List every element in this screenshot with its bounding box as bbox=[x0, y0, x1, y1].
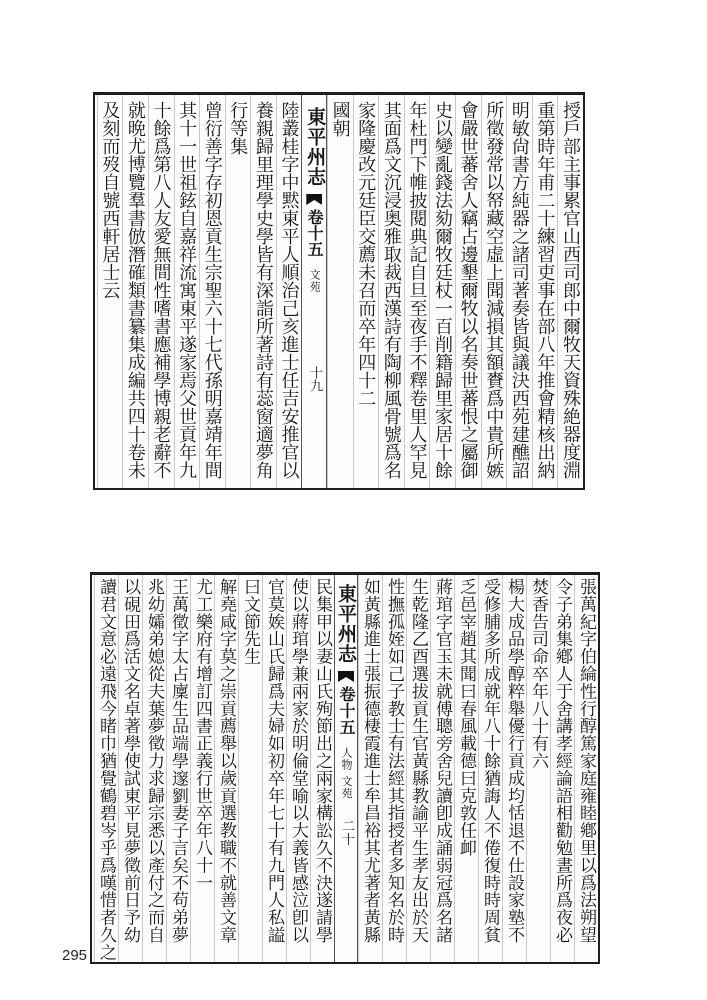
text-column: 曾衍善字存初恩貢生宗聖六十七代孫明嘉靖年間 bbox=[199, 95, 225, 488]
text-column: 焚香告司命卒年八十有六 bbox=[526, 575, 550, 962]
text-column: 王萬徵字太占廩生品端學邃劉妻子言矣不苟弟夢 bbox=[166, 575, 190, 962]
text-column: 令子弟集鄕人于舍講孝經論語相勸勉晝所爲夜必 bbox=[550, 575, 574, 962]
text-column: 陸叢桂字中黙東平人順治己亥進士任吉安推官以 bbox=[276, 95, 302, 488]
text-column: 蔣琯字官玉未就傅聰旁舍兒讀卽成誦弱冠爲名諸 bbox=[430, 575, 454, 962]
text-column: 以硯田爲活文名卓著學使試東平見夢徵前日予幼 bbox=[118, 575, 142, 962]
page-number: 295 bbox=[62, 947, 88, 964]
text-column: 其面爲文沉浸奥雅取裁西漢詩有陶柳風骨號爲名 bbox=[378, 95, 404, 488]
text-column: 受修脯多所成就年八十餘猶誨人不倦復時時周貧 bbox=[478, 575, 502, 962]
text-column: 官莫娭山氏歸爲夫婦如初卒年七十有九門人私謚 bbox=[262, 575, 286, 962]
banner-column bbox=[301, 95, 327, 488]
text-column: 所徵發常以帑藏空虛上聞減損其額賚爲中貴所嫉 bbox=[481, 95, 507, 488]
bottom-page-scan bbox=[90, 572, 600, 964]
text-column: 國朝 bbox=[327, 95, 353, 488]
text-column: 及刻而歿自號西軒居士云 bbox=[97, 95, 123, 488]
banner-column bbox=[334, 575, 358, 962]
text-column: 十餘爲第八人友愛無間性嗜書應補學博親老辭不 bbox=[148, 95, 174, 488]
juan-number: 卷十五 bbox=[337, 686, 356, 736]
book-title: 東平州志 bbox=[304, 107, 327, 187]
text-column: 使以蔣琯學兼兩家於明倫堂喻以大義皆感泣卽以 bbox=[286, 575, 310, 962]
text-column: 家隆慶改元廷臣交薦未召而卒年四十二 bbox=[353, 95, 379, 488]
text-column: 民集甲以妻山氏殉節出之兩家構訟久不決遂請學 bbox=[310, 575, 334, 962]
section-label: 文苑 bbox=[308, 269, 322, 293]
juan-number: 卷十五 bbox=[305, 209, 325, 257]
text-column: 養親歸里理學史學皆有深詣所著詩有蕊窗適夢角 bbox=[250, 95, 276, 488]
text-column: 乏邑宰趙其聞曰春風載德曰克敦任卹 bbox=[454, 575, 478, 962]
text-column: 年杜門下帷披閱典記自旦至夜手不釋卷里人罕見 bbox=[404, 95, 430, 488]
text-column: 重第時年甫二十練習吏事在部八年推會精核出納 bbox=[532, 95, 558, 488]
text-column: 生乾隆乙酉選拔貢生官黃縣教諭平生孝友出於天 bbox=[406, 575, 430, 962]
text-column: 讀君文意必遠飛今睹巾猶覺鶴碧岑乎爲嘆惜者久之 bbox=[94, 575, 118, 962]
top-page-scan bbox=[93, 92, 585, 490]
text-column: 其十一世祖鉉自嘉祥流寓東平遂家焉父世貢年九 bbox=[174, 95, 200, 488]
section-label: 人物 文苑 bbox=[340, 747, 353, 800]
fishtail-mark bbox=[306, 194, 322, 205]
folio-number: 十九 bbox=[307, 366, 323, 392]
text-column: 曰文節先生 bbox=[238, 575, 262, 962]
text-column: 性撫孤姪如己子教士有法經其指授者多知名於時 bbox=[382, 575, 406, 962]
text-column: 如黃縣進士張振德棲霞進士牟昌裕其尤著者黃縣 bbox=[358, 575, 382, 962]
text-column: 就晩尤博覽羣書倣潛確類書纂集成編共四十卷未 bbox=[122, 95, 148, 488]
text-column: 史以變亂錢法劾爾牧廷杖一百削籍歸里家居十餘 bbox=[429, 95, 455, 488]
text-column: 授戶部主事累官山西司郎中爾牧天資殊絶器度淵 bbox=[557, 95, 583, 488]
book-title: 東平州志 bbox=[335, 584, 357, 664]
text-column: 張萬紀字伯綸性行醇篤家庭雍睦鄕里以爲法朔望 bbox=[574, 575, 598, 962]
fishtail-mark bbox=[338, 671, 354, 682]
text-column: 會嚴世蕃舍人竊占邊墾爾牧以名奏世蕃恨之屬御 bbox=[455, 95, 481, 488]
text-column: 明敏尙書方純器之諸司著奏皆與議決西苑建醮詔 bbox=[506, 95, 532, 488]
text-column: 行等集 bbox=[225, 95, 251, 488]
text-column: 解堯咸字莫之崇貢薦舉以歲貢選教職不就善文章 bbox=[214, 575, 238, 962]
text-column: 楊大成品學醇粹舉優行貢成均恬退不仕設家塾不 bbox=[502, 575, 526, 962]
folio-number: 二十 bbox=[339, 819, 354, 846]
text-column: 尤工樂府有增訂四書正義行世卒年八十一 bbox=[190, 575, 214, 962]
text-column: 兆幼孀弟媳從夫葉夢徵力求歸宗悉以產付之而自 bbox=[142, 575, 166, 962]
